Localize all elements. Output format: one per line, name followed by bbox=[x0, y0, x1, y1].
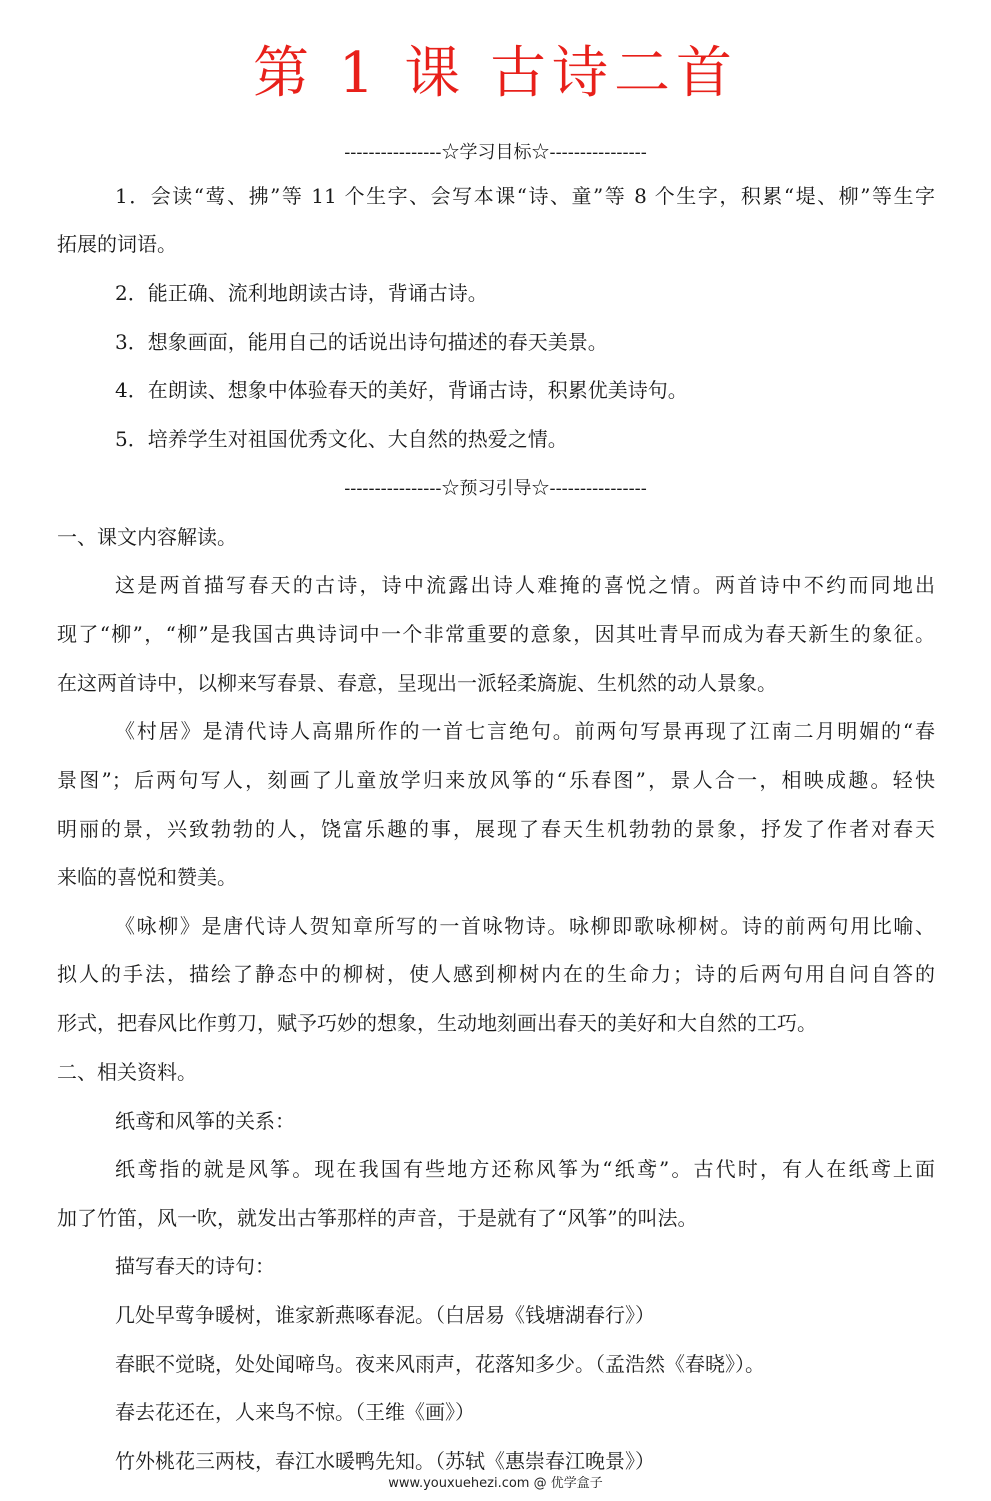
paragraph-line: 在这两首诗中，以柳来写春景、春意，呈现出一派轻柔旖旎、生机然的动人景象。 bbox=[57, 671, 777, 695]
paragraph-line: 纸鸢和风筝的关系： bbox=[115, 1109, 295, 1133]
poem-line: 春眠不觉晓，处处闻啼鸟。夜来风雨声，花落知多少。（孟浩然《春晓》）。 bbox=[115, 1352, 765, 1376]
section-heading: 二、相关资料。 bbox=[57, 1060, 197, 1084]
paragraph-line: 加了竹笛，风一吹，就发出古筝那样的声音，于是就有了“风筝”的叫法。 bbox=[57, 1206, 698, 1230]
section-divider-goals: ----------------☆学习目标☆---------------- bbox=[344, 142, 647, 163]
poem-line: 几处早莺争暖树，谁家新燕啄春泥。（白居易《钱塘湖春行》） bbox=[115, 1303, 655, 1327]
section-divider-preview: ----------------☆预习引导☆---------------- bbox=[344, 478, 647, 499]
goal-line: 5．培养学生对祖国优秀文化、大自然的热爱之情。 bbox=[115, 427, 568, 451]
goal-line: 1．会读“莺、拂”等 11 个生字、会写本课“诗、童”等 8 个生字，积累“堤、柳”等生字 bbox=[115, 184, 935, 208]
goal-line: 3．想象画面，能用自己的话说出诗句描述的春天美景。 bbox=[115, 330, 608, 354]
paragraph-line: 描写春天的诗句： bbox=[115, 1254, 275, 1278]
goal-line: 4．在朗读、想象中体验春天的美好，背诵古诗，积累优美诗句。 bbox=[115, 378, 688, 402]
paragraph-line: 《咏柳》是唐代诗人贺知章所写的一首咏物诗。咏柳即歌咏柳树。诗的前两句用比喻、 bbox=[115, 914, 935, 938]
goal-line: 2．能正确、流利地朗读古诗，背诵古诗。 bbox=[115, 281, 488, 305]
paragraph-line: 形式，把春风比作剪刀，赋予巧妙的想象，生动地刻画出春天的美好和大自然的工巧。 bbox=[57, 1011, 817, 1035]
paragraph-line: 纸鸢指的就是风筝。现在我国有些地方还称风筝为“纸鸢”。古代时，有人在纸鸢上面 bbox=[115, 1157, 935, 1181]
poem-line: 春去花还在，人来鸟不惊。（王维《画》） bbox=[115, 1400, 475, 1424]
paragraph-line: 《村居》是清代诗人高鼎所作的一首七言绝句。前两句写景再现了江南二月明媚的“春 bbox=[115, 719, 935, 743]
poem-line: 竹外桃花三两枝，春江水暖鸭先知。（苏轼《惠崇春江晚景》） bbox=[115, 1449, 655, 1473]
paragraph-line: 明丽的景，兴致勃勃的人，饶富乐趣的事，展现了春天生机勃勃的景象，抒发了作者对春天 bbox=[57, 817, 935, 841]
lesson-title: 第 1 课 古诗二首 bbox=[252, 41, 739, 106]
section-heading: 一、课文内容解读。 bbox=[57, 525, 237, 549]
paragraph-line: 这是两首描写春天的古诗，诗中流露出诗人难掩的喜悦之情。两首诗中不约而同地出 bbox=[115, 573, 935, 597]
footer-watermark: www.youxuehezi.com @ 优学盒子 bbox=[388, 1476, 603, 1491]
paragraph-line: 来临的喜悦和赞美。 bbox=[57, 865, 237, 889]
goal-line: 拓展的词语。 bbox=[57, 232, 177, 256]
paragraph-line: 现了“柳”，“柳”是我国古典诗词中一个非常重要的意象，因其吐青早而成为春天新生的象征。 bbox=[57, 622, 935, 646]
paragraph-line: 景图”；后两句写人，刻画了儿童放学归来放风筝的“乐春图”，景人合一，相映成趣。轻快 bbox=[57, 768, 935, 792]
paragraph-line: 拟人的手法，描绘了静态中的柳树，使人感到柳树内在的生命力；诗的后两句用自问自答的 bbox=[57, 962, 935, 986]
